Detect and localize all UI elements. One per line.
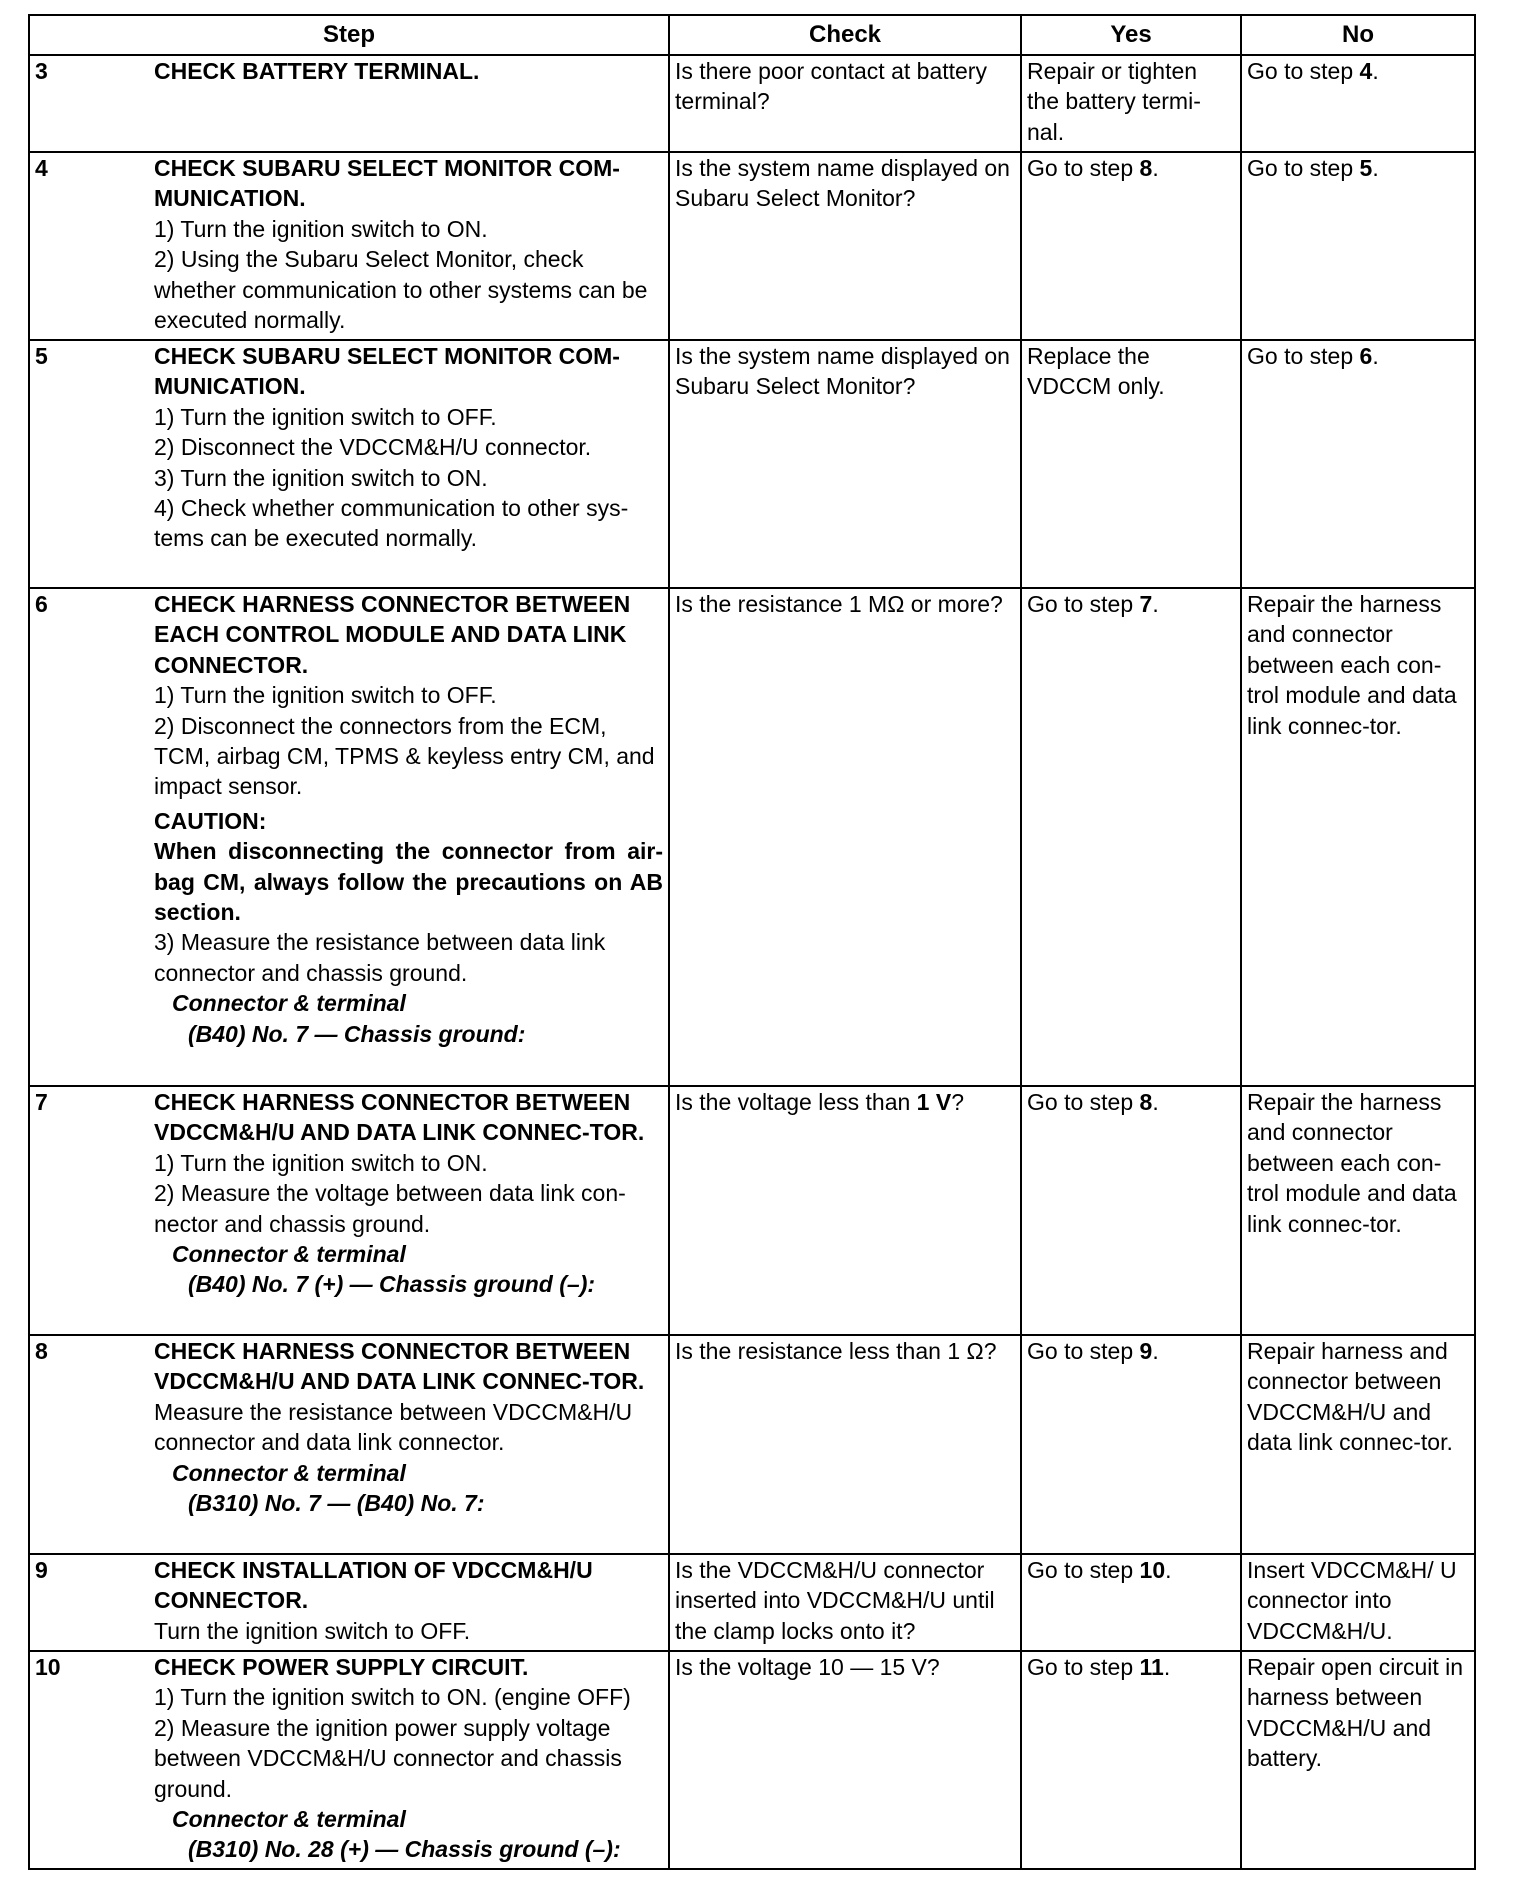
step-number: 5 bbox=[29, 340, 149, 588]
yes-cell bbox=[1021, 1086, 1241, 1335]
step-number: 3 bbox=[29, 55, 149, 152]
no-suffix: . bbox=[1372, 343, 1379, 369]
diagnostic-table bbox=[28, 14, 1476, 1870]
yes-text: Go to step bbox=[1027, 155, 1140, 181]
step-cell bbox=[149, 152, 669, 340]
step-number: 8 bbox=[29, 1335, 149, 1554]
step-instruction: 2) Measure the ignition power supply voltage between VDCCM&H/U connector and chassis ground. bbox=[154, 1714, 622, 1802]
check-cell: Is the voltage 10 — 15 V? bbox=[669, 1651, 1021, 1869]
yes-step-ref: 7 bbox=[1139, 591, 1153, 617]
check-cell: Is the system name displayed on Subaru Select Monitor? bbox=[669, 152, 1021, 340]
yes-suffix: . bbox=[1163, 1654, 1171, 1680]
check-cell: Is the resistance 1 MΩ or more? bbox=[669, 588, 1021, 1086]
no-suffix: . bbox=[1372, 58, 1379, 84]
check-value: 1 V bbox=[916, 1089, 952, 1115]
yes-text: Go to step bbox=[1027, 1557, 1140, 1583]
table-row bbox=[29, 588, 1475, 1086]
yes-cell: Repair or tighten the battery termi-nal. bbox=[1021, 55, 1241, 152]
yes-text: Go to step bbox=[1027, 1089, 1140, 1115]
step-instruction: 1) Turn the ignition switch to ON. bbox=[154, 1149, 488, 1176]
no-cell bbox=[1241, 55, 1475, 152]
step-cell bbox=[149, 55, 669, 152]
yes-cell bbox=[1021, 152, 1241, 340]
check-cell: Is the system name displayed on Subaru Select Monitor? bbox=[669, 340, 1021, 588]
no-text: Go to step bbox=[1247, 58, 1360, 84]
step-title: CHECK SUBARU SELECT MONITOR COM-MUNICATION. bbox=[154, 155, 620, 212]
yes-suffix: . bbox=[1152, 1089, 1159, 1115]
yes-cell bbox=[1021, 1335, 1241, 1554]
no-step-ref: 5 bbox=[1359, 155, 1373, 181]
step-instruction: 1) Turn the ignition switch to ON. (engine OFF) bbox=[154, 1684, 631, 1711]
yes-suffix: . bbox=[1152, 591, 1159, 617]
no-cell bbox=[1241, 152, 1475, 340]
table-row bbox=[29, 1651, 1475, 1869]
header-check: Check bbox=[669, 15, 1021, 55]
step-instruction: Turn the ignition switch to OFF. bbox=[154, 1617, 471, 1644]
caution-text: When disconnecting the connector from air-bag CM, always follow the precautions on AB section. bbox=[154, 838, 664, 926]
check-cell: Is there poor contact at battery terminal? bbox=[669, 55, 1021, 152]
table-row bbox=[29, 340, 1475, 588]
no-step-ref: 4 bbox=[1359, 58, 1373, 84]
step-cell bbox=[149, 1554, 669, 1651]
step-title: CHECK HARNESS CONNECTOR BETWEEN VDCCM&H/U AND DATA LINK CONNEC-TOR. bbox=[154, 1338, 645, 1395]
check-cell: Is the VDCCM&H/U connector inserted into VDCCM&H/U until the clamp locks onto it? bbox=[669, 1554, 1021, 1651]
step-title: CHECK HARNESS CONNECTOR BETWEEN VDCCM&H/U AND DATA LINK CONNEC-TOR. bbox=[154, 1089, 645, 1146]
step-cell bbox=[149, 1651, 669, 1869]
yes-cell bbox=[1021, 588, 1241, 1086]
caution-label: CAUTION: bbox=[154, 807, 267, 834]
yes-step-ref: 9 bbox=[1139, 1338, 1153, 1364]
step-instruction: 1) Turn the ignition switch to OFF. bbox=[154, 682, 497, 709]
connector-terminal-label: Connector & terminal bbox=[172, 1459, 406, 1486]
step-number: 10 bbox=[29, 1651, 149, 1869]
step-cell bbox=[149, 1335, 669, 1554]
yes-suffix: . bbox=[1165, 1557, 1172, 1583]
table-row bbox=[29, 55, 1475, 152]
step-cell bbox=[149, 588, 669, 1086]
step-instruction: 4) Check whether communication to other sys-tems can be executed normally. bbox=[154, 495, 629, 552]
yes-text: Go to step bbox=[1027, 1338, 1140, 1364]
no-text: Go to step bbox=[1247, 155, 1360, 181]
check-cell bbox=[669, 1086, 1021, 1335]
step-cell bbox=[149, 1086, 669, 1335]
yes-step-ref: 10 bbox=[1139, 1557, 1166, 1583]
header-no: No bbox=[1241, 15, 1475, 55]
connector-terminal-value: (B40) No. 7 — Chassis ground: bbox=[188, 1020, 526, 1047]
yes-text: Go to step bbox=[1027, 591, 1140, 617]
no-text: Go to step bbox=[1247, 343, 1360, 369]
step-instruction: 1) Turn the ignition switch to OFF. bbox=[154, 403, 497, 430]
no-suffix: . bbox=[1372, 155, 1379, 181]
no-cell: Insert VDCCM&H/ U connector into VDCCM&H/U. bbox=[1241, 1554, 1475, 1651]
yes-suffix: . bbox=[1152, 155, 1159, 181]
yes-cell bbox=[1021, 1554, 1241, 1651]
no-cell: Repair the harness and connector between each con-trol module and data link connec-tor. bbox=[1241, 588, 1475, 1086]
step-number: 6 bbox=[29, 588, 149, 1086]
step-instruction: 3) Measure the resistance between data link connector and chassis ground. bbox=[154, 929, 606, 986]
table-row bbox=[29, 152, 1475, 340]
yes-step-ref: 8 bbox=[1139, 155, 1153, 181]
header-yes: Yes bbox=[1021, 15, 1241, 55]
step-instruction: 2) Using the Subaru Select Monitor, check whether communication to other systems can be executed normally. bbox=[154, 246, 648, 334]
check-suffix: ? bbox=[951, 1089, 964, 1115]
yes-step-ref: 11 bbox=[1139, 1654, 1164, 1680]
no-step-ref: 6 bbox=[1359, 343, 1373, 369]
step-title: CHECK HARNESS CONNECTOR BETWEEN EACH CONTROL MODULE AND DATA LINK CONNECTOR. bbox=[154, 591, 631, 678]
header-row bbox=[29, 15, 1475, 55]
check-cell: Is the resistance less than 1 Ω? bbox=[669, 1335, 1021, 1554]
no-cell: Repair open circuit in harness between VDCCM&H/U and battery. bbox=[1241, 1651, 1475, 1869]
header-step: Step bbox=[29, 15, 669, 55]
yes-suffix: . bbox=[1152, 1338, 1159, 1364]
no-cell bbox=[1241, 340, 1475, 588]
table-row bbox=[29, 1554, 1475, 1651]
connector-terminal-value: (B310) No. 28 (+) — Chassis ground (–): bbox=[188, 1836, 621, 1863]
yes-step-ref: 8 bbox=[1139, 1089, 1153, 1115]
table-row bbox=[29, 1086, 1475, 1335]
step-instruction: 2) Measure the voltage between data link con-nector and chassis ground. bbox=[154, 1180, 626, 1237]
yes-text: Go to step bbox=[1027, 1654, 1140, 1680]
check-text: Is the voltage less than bbox=[675, 1089, 917, 1115]
step-title: CHECK BATTERY TERMINAL. bbox=[154, 58, 480, 84]
step-number: 7 bbox=[29, 1086, 149, 1335]
step-cell bbox=[149, 340, 669, 588]
no-cell: Repair harness and connector between VDCCM&H/U and data link connec-tor. bbox=[1241, 1335, 1475, 1554]
connector-terminal-label: Connector & terminal bbox=[172, 1241, 406, 1268]
yes-cell bbox=[1021, 1651, 1241, 1869]
step-number: 9 bbox=[29, 1554, 149, 1651]
step-title: CHECK POWER SUPPLY CIRCUIT. bbox=[154, 1654, 529, 1680]
step-instruction: 3) Turn the ignition switch to ON. bbox=[154, 464, 488, 491]
yes-cell: Replace the VDCCM only. bbox=[1021, 340, 1241, 588]
connector-terminal-value: (B40) No. 7 (+) — Chassis ground (–): bbox=[188, 1271, 596, 1298]
step-title: CHECK SUBARU SELECT MONITOR COM-MUNICATION. bbox=[154, 343, 620, 400]
step-instruction: 2) Disconnect the connectors from the ECM, TCM, airbag CM, TPMS & keyless entry CM, and impact sensor. bbox=[154, 712, 655, 800]
table-row bbox=[29, 1335, 1475, 1554]
step-number: 4 bbox=[29, 152, 149, 340]
step-instruction: Measure the resistance between VDCCM&H/U connector and data link connector. bbox=[154, 1398, 633, 1456]
no-cell: Repair the harness and connector between each con-trol module and data link connec-tor. bbox=[1241, 1086, 1475, 1335]
step-title: CHECK INSTALLATION OF VDCCM&H/U CONNECTOR. bbox=[154, 1557, 593, 1614]
connector-terminal-label: Connector & terminal bbox=[172, 1806, 406, 1833]
connector-terminal-value: (B310) No. 7 — (B40) No. 7: bbox=[188, 1490, 485, 1517]
step-instruction: 2) Disconnect the VDCCM&H/U connector. bbox=[154, 434, 592, 461]
connector-terminal-label: Connector & terminal bbox=[172, 990, 406, 1017]
step-instruction: 1) Turn the ignition switch to ON. bbox=[154, 215, 488, 242]
